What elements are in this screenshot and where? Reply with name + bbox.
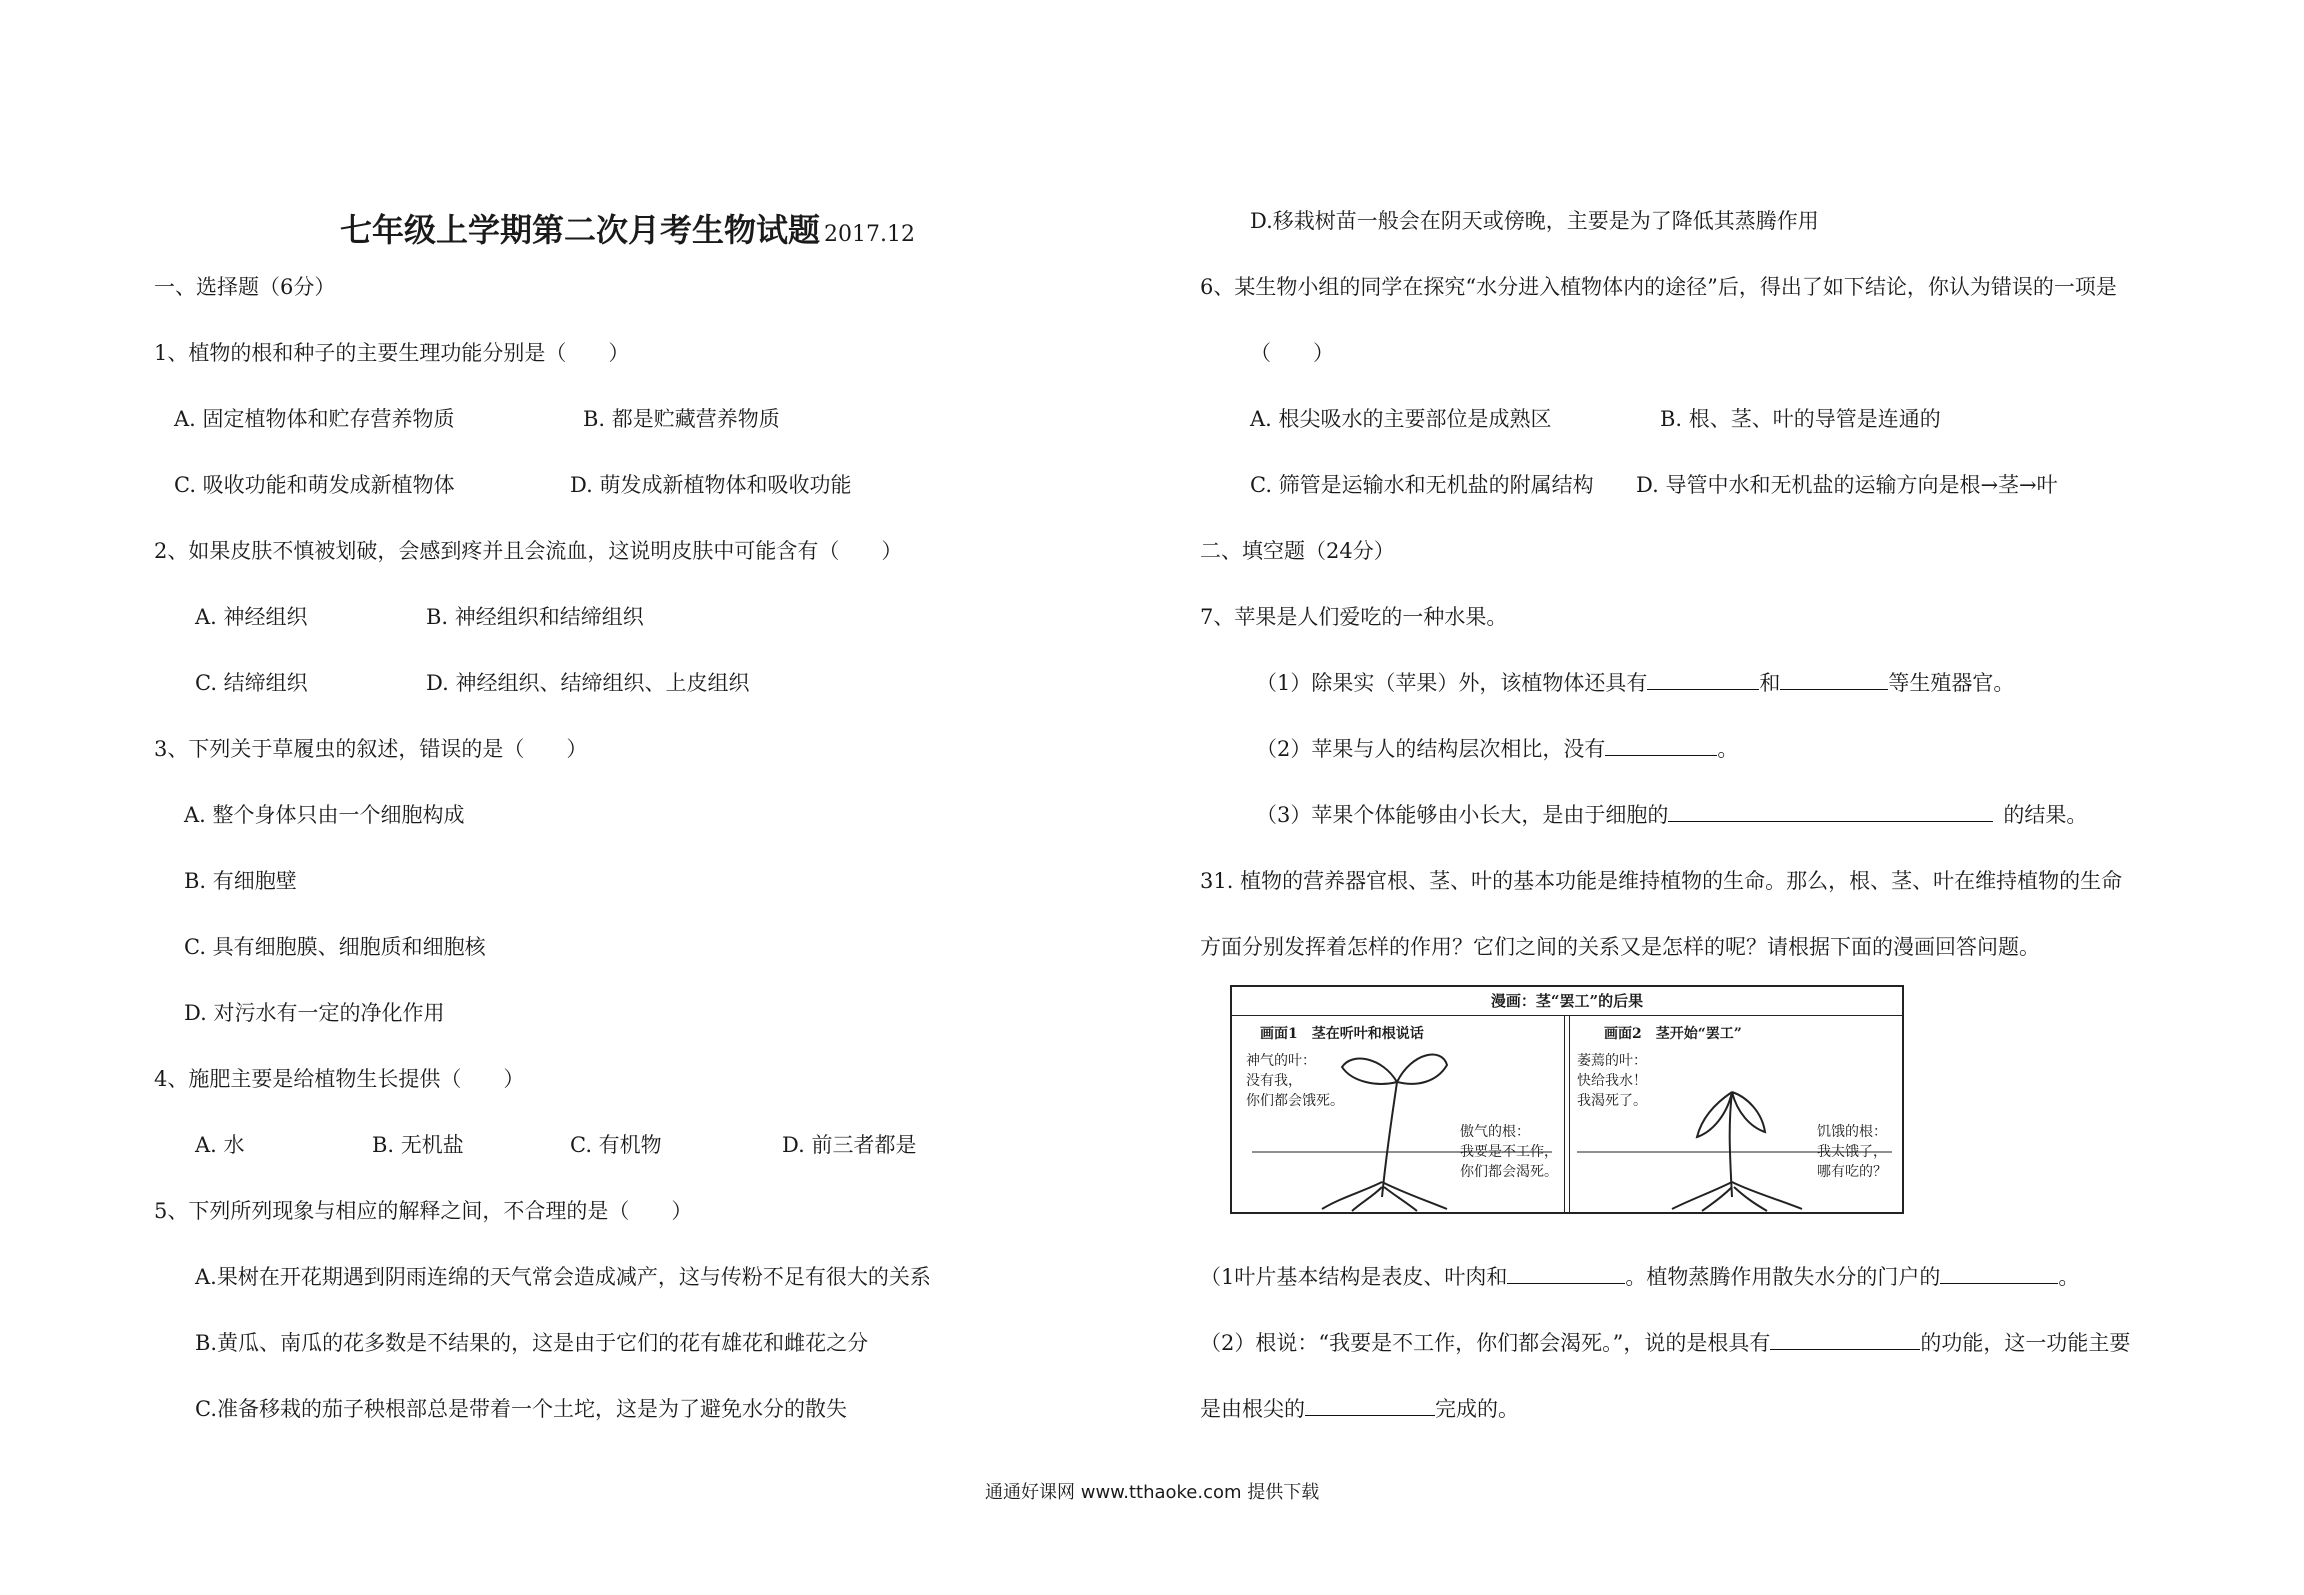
q5-option-c: C.准备移栽的茄子秧根部总是带着一个土坨，这是为了避免水分的散失 [195,1397,847,1421]
q6-option-d: D. 导管中水和无机盐的运输方向是根→茎→叶 [1636,473,2058,497]
q2-option-b: B. 神经组织和结缔组织 [426,605,644,629]
q31-part1: （1叶片基本结构是表皮、叶肉和 。植物蒸腾作用散失水分的门户的 。 [1200,1265,2080,1289]
q6-option-b: B. 根、茎、叶的导管是连通的 [1660,407,1941,431]
q31-stem-line2: 方面分别发挥着怎样的作用？它们之间的关系又是怎样的呢？请根据下面的漫画回答问题。 [1200,935,2040,959]
panel1-leaf-speech: 神气的叶： 没有我， 你们都会饿死。 [1246,1053,1344,1109]
q31-part3: 是由根尖的 完成的。 [1200,1397,1519,1421]
q4-option-a: A. 水 [195,1133,245,1157]
panel2-root-speech: 饥饿的根： 我太饿了， 哪有吃的？ [1817,1124,1887,1180]
q31-stem-line1: 31. 植物的营养器官根、茎、叶的基本功能是维持植物的生命。那么，根、茎、叶在维持植物的生命 [1200,869,2123,893]
panel2-plant [1577,1092,1892,1211]
q2-stem: 2、如果皮肤不慎被划破，会感到疼并且会流血，这说明皮肤中可能含有（ ） [154,539,903,563]
q6-stem: 6、某生物小组的同学在探究“水分进入植物体内的途径”后，得出了如下结论，你认为错误的一项是 [1200,275,2117,299]
q5-option-b: B.黄瓜、南瓜的花多数是不结果的，这是由于它们的花有雄花和雌花之分 [195,1331,869,1355]
q1-option-d: D. 萌发成新植物体和吸收功能 [570,473,852,497]
q3-option-a: A. 整个身体只由一个细胞构成 [184,803,465,827]
panel1-plant [1252,1055,1552,1211]
q3-option-d: D. 对污水有一定的净化作用 [184,1001,445,1025]
q4-option-b: B. 无机盐 [372,1133,464,1157]
q3-stem: 3、下列关于草履虫的叙述，错误的是（ ） [154,737,588,761]
section-fill-heading: 二、填空题（24分） [1200,539,1395,563]
comic-drawing [1232,987,1902,1212]
q3-option-b: B. 有细胞壁 [184,869,297,893]
q4-stem: 4、施肥主要是给植物生长提供（ ） [154,1067,525,1091]
comic-title: 漫画：茎“罢工”的后果 [1232,987,1902,1016]
panel1-title: 画面1 茎在听叶和根说话 [1260,1026,1424,1042]
answer-blank[interactable] [1780,669,1888,690]
answer-blank[interactable] [1647,669,1759,690]
q1-option-c: C. 吸收功能和萌发成新植物体 [174,473,455,497]
exam-title: 七年级上学期第二次月考生物试题 2017.12 [340,211,915,249]
panel1-root-speech: 傲气的根： 我要是不工作， 你们都会渴死。 [1460,1124,1558,1180]
answer-blank[interactable] [1940,1263,2058,1284]
q2-option-c: C. 结缔组织 [195,671,308,695]
q7-stem: 7、苹果是人们爱吃的一种水果。 [1200,605,1508,629]
q1-option-b: B. 都是贮藏营养物质 [583,407,780,431]
answer-blank[interactable] [1770,1329,1920,1350]
section-choice-heading: 一、选择题（6分） [154,275,336,299]
panel2-title: 画面2 茎开始“罢工” [1604,1026,1742,1042]
panel2-leaf-speech: 萎蔫的叶： 快给我水！ 我渴死了。 [1577,1053,1647,1109]
answer-blank[interactable] [1605,735,1717,756]
q7-part2: （2）苹果与人的结构层次相比，没有 。 [1256,737,1739,761]
q6-option-a: A. 根尖吸水的主要部位是成熟区 [1250,407,1552,431]
q4-option-d: D. 前三者都是 [782,1133,917,1157]
q4-option-c: C. 有机物 [570,1133,662,1157]
q1-stem: 1、植物的根和种子的主要生理功能分别是（ ） [154,341,630,365]
q5-option-a: A.果树在开花期遇到阴雨连绵的天气常会造成减产，这与传粉不足有很大的关系 [195,1265,931,1289]
q2-option-d: D. 神经组织、结缔组织、上皮组织 [426,671,750,695]
q3-option-c: C. 具有细胞膜、细胞质和细胞核 [184,935,486,959]
q7-part3: （3）苹果个体能够由小长大，是由于细胞的 的结果。 [1256,803,2088,827]
q1-option-a: A. 固定植物体和贮存营养物质 [174,407,455,431]
q7-part1: （1）除果实（苹果）外，该植物体还具有 和 等生殖器官。 [1256,671,2015,695]
q2-option-a: A. 神经组织 [195,605,308,629]
answer-blank[interactable] [1507,1263,1625,1284]
q6-option-c: C. 筛管是运输水和无机盐的附属结构 [1250,473,1594,497]
exam-date: 2017.12 [824,222,915,247]
comic-illustration [1230,985,1904,1214]
answer-blank[interactable] [1305,1395,1435,1416]
q31-part2: （2）根说：“我要是不工作，你们都会渴死。”，说的是根具有 的功能，这一功能主要 [1200,1331,2131,1355]
footer-source: 通通好课网 www.tthaoke.com 提供下载 [985,1482,1320,1503]
q6-answer-paren: （ ） [1250,341,1334,365]
q5-option-d: D.移栽树苗一般会在阴天或傍晚，主要是为了降低其蒸腾作用 [1250,209,1819,233]
answer-blank[interactable] [1668,801,1993,822]
q5-stem: 5、下列所列现象与相应的解释之间，不合理的是（ ） [154,1199,693,1223]
